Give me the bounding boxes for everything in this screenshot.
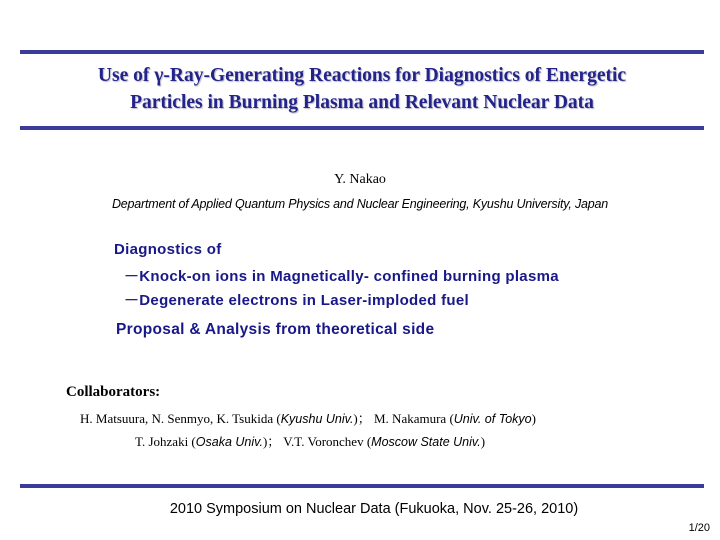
diagnostics-item-knock-on: －Knock-on ions in Magnetically- confined burning plasma [124,268,559,285]
diagnostics-heading: Diagnostics of [114,241,222,258]
author-name: Y. Nakao [334,172,386,187]
title-line-2: Particles in Burning Plasma and Relevant Nuclear Data [130,92,594,113]
title-line-1 [20,62,704,89]
collaborators-line-2: T. Johzaki (Osaka Univ.)； V.T. Voronchev (Moscow State Univ.) [135,434,486,449]
slide-title [20,62,704,116]
title-underline-rule [20,126,704,130]
page-number: 1/20 [688,522,710,534]
author-affiliation: Department of Applied Quantum Physics and Nuclear Engineering, Kyushu University, Japan [111,197,609,211]
footer-text: 2010 Symposium on Nuclear Data (Fukuoka, Nov. 25-26, 2010) [169,501,579,517]
proposal-line: Proposal & Analysis from theoretical side [116,321,435,338]
footer-rule [20,484,704,488]
diagnostics-item-degenerate: －Degenerate electrons in Laser-imploded fuel [124,292,469,309]
gamma-symbol: γ [154,65,164,86]
collaborators-line-1: H. Matsuura, N. Senmyo, K. Tsukida (Kyushu Univ.)； M. Nakamura (Univ. of Tokyo) [80,411,536,426]
title-prefix: Use of [97,65,155,86]
collaborators-heading: Collaborators: [66,384,161,400]
top-rule [20,50,704,54]
title-line-1-text: -Ray-Generating Reactions for Diagnostics of Energetic [163,65,627,86]
